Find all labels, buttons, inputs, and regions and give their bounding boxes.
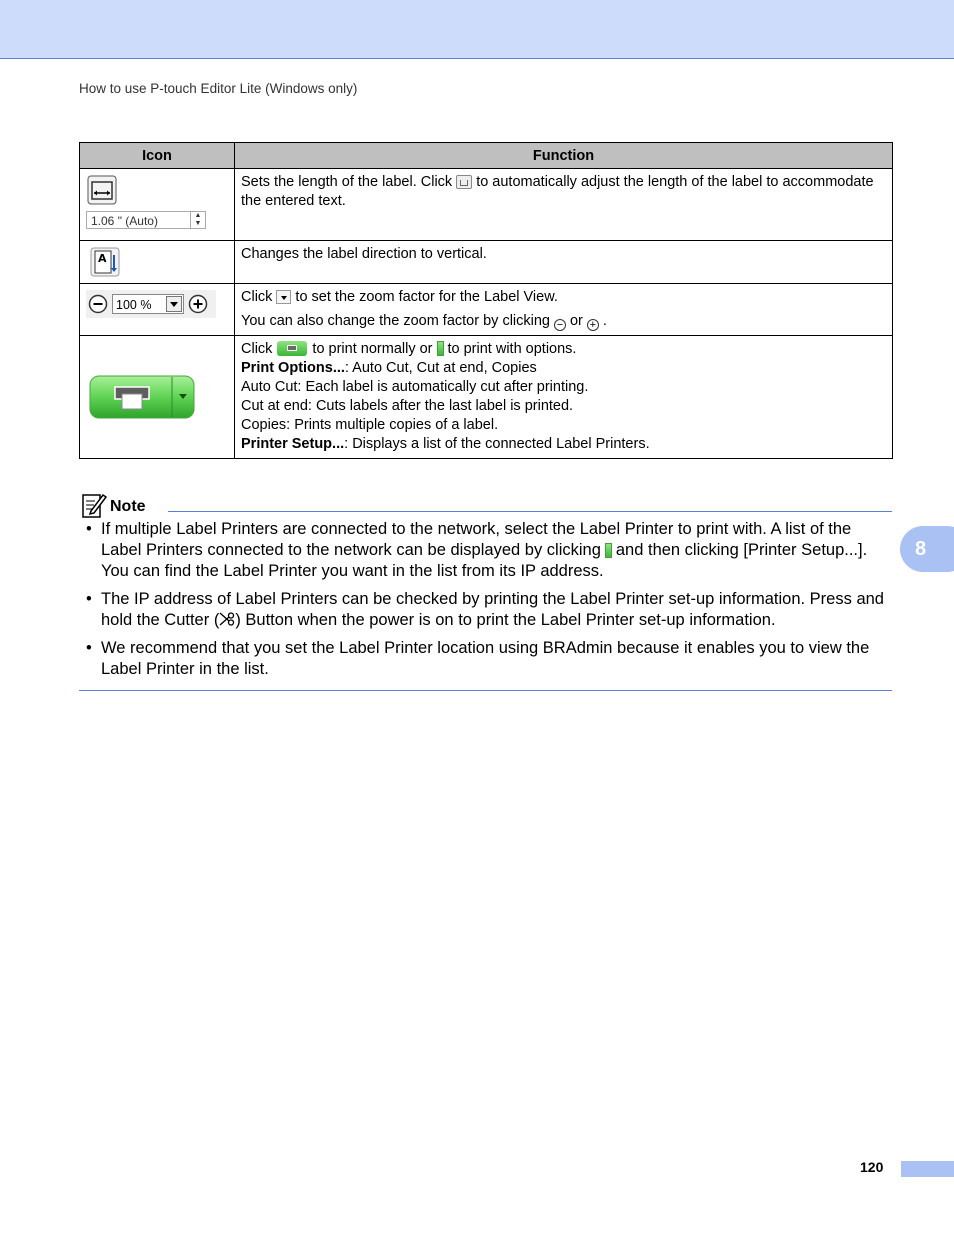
- zoom-toolbar: [86, 290, 216, 318]
- note-pencil-icon: [80, 491, 108, 519]
- function-cell-length: Sets the length of the label. Click to automatically adjust the length of the label to accommodate the entered text.: [235, 169, 893, 241]
- zoom-in-icon[interactable]: [188, 294, 208, 314]
- page-number: 120: [860, 1159, 884, 1175]
- note-divider: [168, 511, 892, 512]
- note-heading: [79, 491, 892, 519]
- function-cell-print: Click to print normally or to print with options. Print Options...: Auto Cut, Cut at end, Copies Auto Cut: Each label is automatically cut after printing. Cut at end: Cuts labels after the last label is printed. Copies: Prints multiple copies of a label. Printer Setup...: Displays a list of the connected Label Printers.: [235, 336, 893, 459]
- note-list: [79, 519, 892, 687]
- list-item: • The IP address of Label Printers can be checked by printing the Label Printer set-up information. Press and hold the Cutter ( ) Button when the power is on to print the Label Printer set-up information.: [79, 589, 892, 631]
- auto-length-icon: [87, 175, 117, 205]
- table-header-row: [80, 143, 893, 169]
- print-button-icon: [89, 374, 197, 420]
- zoom-value: 100 %: [116, 298, 152, 312]
- svg-text:A: A: [98, 252, 107, 265]
- header-band: [0, 0, 954, 59]
- spin-arrows[interactable]: ▲ ▼: [190, 212, 205, 228]
- length-spinbox[interactable]: [86, 211, 206, 229]
- running-title: How to use P-touch Editor Lite (Windows only): [79, 81, 358, 96]
- print-options-icon: [437, 341, 444, 356]
- note-bottom-rule: [79, 690, 892, 691]
- table-row: [80, 241, 893, 284]
- column-header-icon: Icon: [80, 143, 235, 169]
- list-item: • We recommend that you set the Label Printer location using BRAdmin because it enables you to view the Label Printer in the list.: [79, 638, 892, 680]
- vertical-text-icon: [90, 247, 120, 277]
- zoom-out-icon: −: [554, 319, 566, 331]
- icon-cell-vertical: [80, 241, 235, 284]
- zoom-out-icon[interactable]: [88, 294, 108, 314]
- note-label: Note: [110, 498, 146, 515]
- function-cell-zoom: Click to set the zoom factor for the Label View. You can also change the zoom factor by clicking − or + .: [235, 284, 893, 336]
- icon-cell-length: [80, 169, 235, 241]
- list-item: • If multiple Label Printers are connected to the network, select the Label Printer to print with. A list of the Label Printers connected to the network can be displayed by clicking and then clicking [Printer Setup...]. You can find the Label Printer you want in the list from its IP address.: [79, 519, 892, 582]
- page-number-bar: [901, 1161, 954, 1177]
- print-options-icon: [605, 543, 612, 558]
- print-icon: [277, 341, 307, 356]
- length-value: 1.06 " (Auto): [91, 214, 158, 228]
- chevron-down-icon: [276, 290, 291, 304]
- auto-length-icon: [456, 175, 472, 189]
- icon-cell-zoom: [80, 284, 235, 336]
- table-row: [80, 169, 893, 241]
- zoom-in-icon: +: [587, 319, 599, 331]
- function-cell-vertical: Changes the label direction to vertical.: [235, 241, 893, 284]
- chapter-tab[interactable]: 8: [900, 526, 954, 572]
- scissors-icon: [219, 612, 235, 626]
- chevron-down-icon: [166, 296, 182, 312]
- icon-cell-print: [80, 336, 235, 459]
- table-row: [80, 336, 893, 459]
- icon-function-table: [79, 142, 893, 459]
- column-header-function: Function: [235, 143, 893, 169]
- zoom-select[interactable]: [112, 294, 184, 314]
- table-row: [80, 284, 893, 336]
